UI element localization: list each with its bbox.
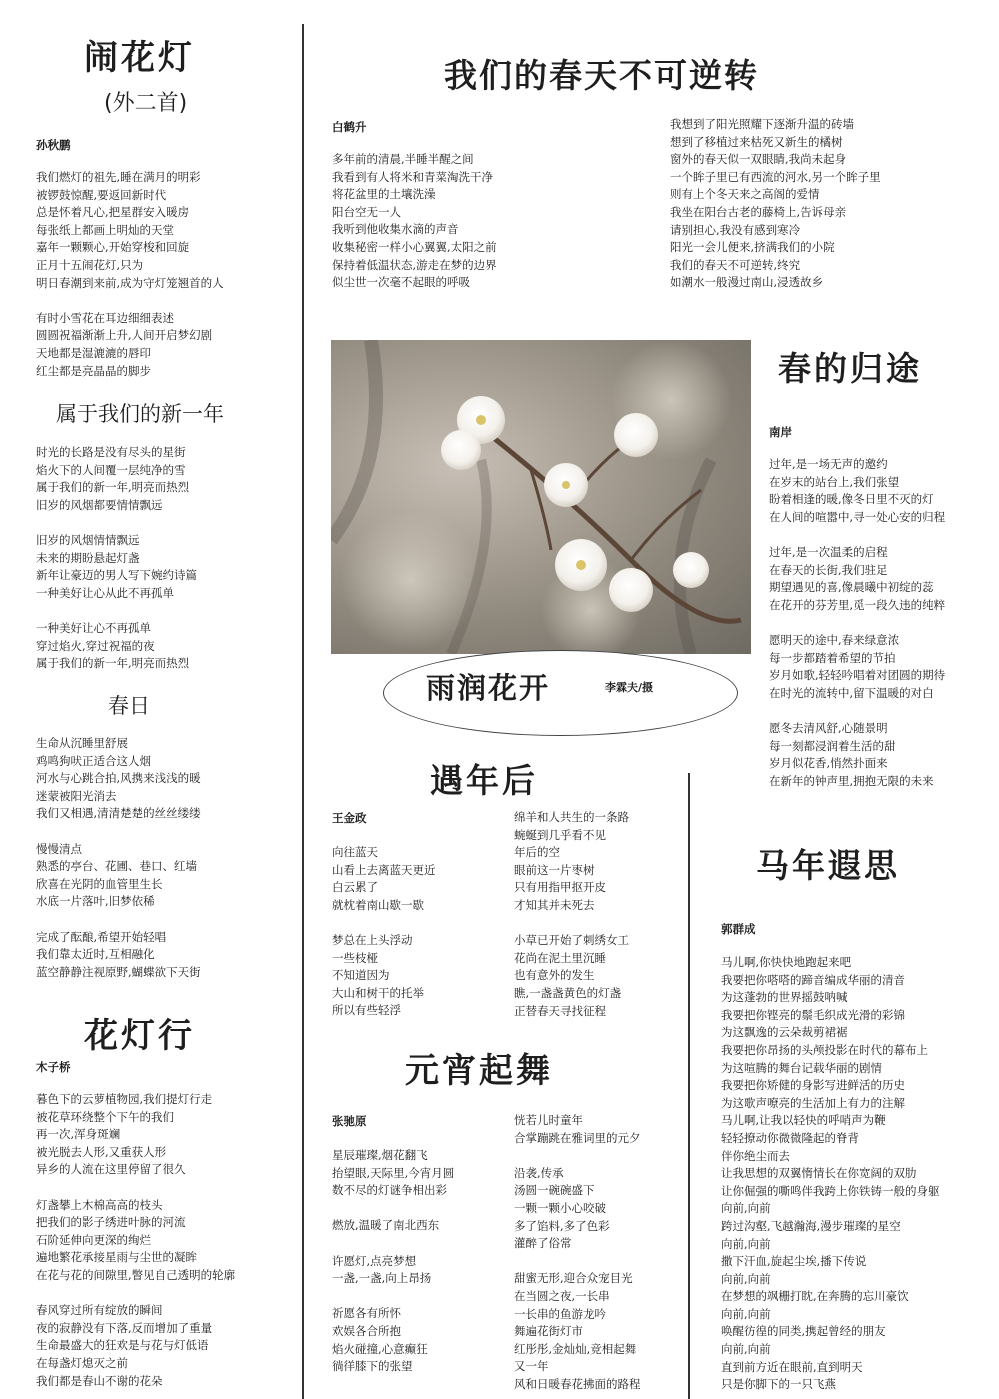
poem-body: [332, 1147, 454, 1376]
poem-line: 旧岁的风烟情情飘远: [36, 532, 140, 547]
poem-line: 许愿灯,点亮梦想: [332, 1253, 417, 1268]
poem-author: 孙秋鹏: [36, 138, 71, 152]
poem-line: 我要把你嗒嗒的蹄音编成华丽的清音: [721, 972, 905, 987]
poem-line: 我们都是春山不谢的花朵: [36, 1373, 163, 1388]
poem-line: 保持着低温状态,游走在梦的边界: [332, 257, 497, 272]
poem-line: 向前,向前: [721, 1342, 771, 1357]
poem-line: 正月十五闹花灯,只为: [36, 257, 144, 272]
poem-author: 木子桥: [36, 1060, 71, 1074]
poem-line: 春风穿过所有绽放的瞬间: [36, 1303, 163, 1318]
photo-credit: 李霖夫/摄: [605, 681, 654, 694]
poem-line: 多了馅料,多了色彩: [514, 1218, 610, 1233]
poem-line: 如潮水一般漫过南山,浸透故乡: [670, 275, 824, 290]
poem-line: 山看上去离蓝天更近: [332, 862, 436, 877]
poem-line: 过年,是一场无声的邀约: [769, 457, 888, 471]
poem-line: 在梦想的飒栅打眈,在奔腾的忘川豪饮: [721, 1289, 909, 1304]
poem-line: 一长串的鱼游龙吟: [514, 1306, 606, 1321]
photo-caption-title: 雨润花开: [426, 671, 551, 705]
poem-line: 向前,向前: [721, 1201, 771, 1216]
poem-line: 焰火下的人间覆一层纯净的雪: [36, 462, 186, 477]
poem-line: 瞧,一盏盏黄色的灯盏: [514, 985, 622, 1000]
poem-line: 年后的空: [514, 845, 560, 860]
poem-line: 一颗一颗小心咬破: [514, 1200, 606, 1215]
poem-line: 灯盏攀上木棉高高的枝头: [36, 1197, 163, 1212]
poem-line: 我们又相遇,清清楚楚的丝丝缕缕: [36, 806, 201, 821]
poem-line: 请别担心,我没有感到寒冷: [670, 222, 801, 237]
poem-line: 过年,是一次温柔的启程: [769, 544, 888, 559]
poem-title: 遇年后: [430, 761, 538, 800]
poem-body: [670, 116, 881, 292]
poem-body: [36, 169, 224, 380]
poem-line: 我要把你铿亮的鬃毛织成光滑的彩锦: [721, 1007, 905, 1022]
poem-line: 多年前的清晨,半睡半醒之间: [332, 152, 474, 166]
poem-line: 被光脱去人形,又重获人形: [36, 1144, 167, 1159]
poem-line: 天地都是湿漉漉的唇印: [36, 345, 151, 360]
poem-author: 南岸: [769, 425, 792, 439]
poem-line: 在时光的流转中,留下温暖的对白: [769, 685, 934, 700]
poem-line: 为这飘逸的云朵裁剪裙裾: [721, 1025, 848, 1040]
poem-body: [514, 1112, 641, 1394]
poem-line: 在岁末的站台上,我们张望: [769, 474, 900, 489]
poem-line: 嘉年一颗颗心,开始穿梭和回旋: [36, 240, 190, 255]
poem-line: 恍若儿时童年: [514, 1113, 583, 1127]
poem-line: 轻轻撩动你微微隆起的脊背: [721, 1130, 859, 1145]
poem-line: 一盏,一盏,向上昂扬: [332, 1271, 432, 1286]
poem-line: 红尘都是亮晶晶的脚步: [36, 363, 151, 378]
poem-line: 每一步都踏着希望的节拍: [769, 650, 896, 665]
poem-line: 才知其并未死去: [514, 897, 595, 912]
poem-line: 岁月如歌,轻轻吟唱着对团圆的期待: [769, 668, 946, 683]
poem-line: 一些枝桠: [332, 950, 378, 965]
poem-body: [36, 444, 197, 673]
poem-line: 阳光一会儿便来,挤满我们的小院: [670, 240, 835, 255]
poem-title: 春日: [108, 694, 150, 718]
poem-line: 星辰璀璨,烟花翻飞: [332, 1148, 428, 1162]
poem-body: [36, 735, 201, 981]
poem-title: 花灯行: [84, 1016, 195, 1056]
poem-line: 就枕着南山歇一歇: [332, 897, 424, 912]
poem-line: 在花与花的间隙里,瞥见自己透明的轮廓: [36, 1267, 236, 1282]
poem-line: 让你倔强的嘶鸣伴我跨上你铁铸一般的身躯: [721, 1183, 940, 1198]
poem-line: 蜿蜒到几乎看不见: [514, 827, 606, 842]
poem-line: 向前,向前: [721, 1236, 771, 1251]
poem-line: 我们的春天不可逆转,终究: [670, 257, 801, 272]
poem-line: 伴你绝尘而去: [721, 1148, 790, 1163]
poem-line: 愿冬去清风舒,心随景明: [769, 720, 888, 735]
poem-line: 也有意外的发生: [514, 968, 595, 983]
poem-line: 想到了移植过来枯死又新生的橘树: [670, 134, 843, 149]
poem-line: 岁月似花香,悄然扑面来: [769, 756, 888, 771]
poem-line: 撒下汗血,旋起尘埃,播下传说: [721, 1254, 867, 1269]
poem-line: 我听到他收集水滴的声音: [332, 222, 459, 237]
poem-title: 属于我们的新一年: [56, 402, 224, 426]
poem-line: 再一次,浑身斑斓: [36, 1127, 121, 1142]
poem-line: 生命最盛大的狂欢是与花与灯低语: [36, 1338, 209, 1353]
poem-line: 时光的长路是没有尽头的星街: [36, 445, 186, 459]
poem-title: 马年遐思: [756, 846, 900, 885]
poem-body: [36, 1091, 235, 1390]
poem-line: 让我思想的双翼惰情长在你宽阔的双肋: [721, 1166, 917, 1181]
poem-title: 我们的春天不可逆转: [444, 56, 759, 95]
poem-line: 迷蒙被阳光消去: [36, 788, 117, 803]
poem-line: 愿明天的途中,春来绿意浓: [769, 632, 900, 647]
poem-body: [721, 954, 940, 1394]
poem-line: 向前,向前: [721, 1271, 771, 1286]
poem-line: 抬望眼,天际里,今宵月圆: [332, 1165, 455, 1180]
poem-line: 似尘世一次毫不起眼的呼吸: [332, 275, 470, 290]
poem-line: 合掌蹦跳在雅词里的元夕: [514, 1130, 641, 1145]
poem-line: 眼前这一片枣树: [514, 862, 595, 877]
poem-line: 异乡的人流在这里停留了很久: [36, 1162, 186, 1177]
poem-line: 水底一片落叶,旧梦依稀: [36, 894, 155, 909]
blossom-photo: [331, 340, 751, 654]
poem-line: 生命从沉睡里舒展: [36, 736, 128, 750]
poem-line: 花尚在泥土里沉睡: [514, 950, 606, 965]
poem-line: 旧岁的风烟都要情情飘远: [36, 497, 163, 512]
poem-line: 被花草环绕整个下午的我们: [36, 1109, 174, 1124]
poem-line: 河水与心跳合拍,风携来浅浅的暖: [36, 771, 201, 786]
poem-line: 舞遍花街灯市: [514, 1324, 583, 1339]
poem-line: 燃放,温暖了南北西东: [332, 1218, 440, 1233]
poem-line: 沿袭,传承: [514, 1165, 564, 1180]
poem-line: 小草已开始了刺绣女工: [514, 933, 629, 948]
poem-line: 收集秘密一样小心翼翼,太阳之前: [332, 239, 497, 254]
poem-line: 马儿啊,你快快地跑起来吧: [721, 955, 852, 969]
poem-line: 焰火碰撞,心意癫狂: [332, 1341, 428, 1356]
poem-line: 暮色下的云萝植物园,我们提灯行走: [36, 1092, 213, 1106]
poem-line: 蓝空静静注视原野,蝴蝶欲下天街: [36, 964, 201, 979]
poem-line: 不知道因为: [332, 968, 390, 983]
poem-line: 欢娱各合所抱: [332, 1323, 401, 1338]
poem-line: 在人间的喧嚣中,寻一处心安的归程: [769, 509, 946, 524]
poem-line: 窗外的春天似一双眼睛,我尚未起身: [670, 152, 847, 167]
poem-line: 石阶延伸向更深的绚烂: [36, 1232, 151, 1247]
poem-line: 有时小雪花在耳边细细表述: [36, 310, 174, 325]
poem-line: 属于我们的新一年,明亮而热烈: [36, 656, 190, 671]
poem-body: [769, 456, 945, 790]
poem-body: [514, 809, 629, 1020]
poem-line: 数不尽的灯谜争相出彩: [332, 1183, 447, 1198]
poem-line: 完成了酝酿,希望开始轻唱: [36, 929, 167, 944]
poem-line: 我坐在阳台古老的藤椅上,告诉母亲: [670, 204, 847, 219]
poem-line: 马儿啊,让我以轻快的呼哨声为鞭: [721, 1113, 886, 1128]
poem-line: 绵羊和人共生的一条路: [514, 810, 629, 824]
poem-line: 把我们的影子绣进叶脉的河流: [36, 1215, 186, 1230]
poem-line: 我要把你矫健的身影写进鲜活的历史: [721, 1078, 905, 1093]
poem-author: 郭群成: [721, 922, 756, 936]
poem-line: 期望遇见的喜,像晨曦中初绽的蕊: [769, 580, 934, 595]
poem-line: 徜徉膝下的张望: [332, 1359, 413, 1374]
poem-author: 张驰原: [332, 1114, 367, 1128]
poem-author: 白鹤升: [332, 120, 367, 134]
poem-line: 我要把你昂扬的头颅投影在时代的幕布上: [721, 1042, 928, 1057]
poem-line: 梦总在上头浮动: [332, 932, 413, 947]
poem-line: 只是你脚下的一只飞燕: [721, 1377, 836, 1392]
poem-line: 总是怀着凡心,把星群安入暖房: [36, 205, 190, 220]
column-divider: [688, 773, 690, 1399]
poem-line: 为这歌声嘹亮的生活加上有力的注解: [721, 1095, 905, 1110]
poem-line: 又一年: [514, 1359, 549, 1374]
poem-line: 鸡鸣狗吠正适合这人烟: [36, 753, 151, 768]
poem-line: 一个眸子里已有西流的河水,另一个眸子里: [670, 169, 881, 184]
poem-line: 汤圆一碗碗盛下: [514, 1183, 595, 1198]
poem-line: 向前,向前: [721, 1306, 771, 1321]
poem-line: 则有上个冬天来之高阁的爱情: [670, 187, 820, 202]
poem-line: 祈愿各有所怀: [332, 1306, 401, 1321]
poem-line: 白云累了: [332, 880, 378, 895]
poem-line: 未来的期盼悬起灯盏: [36, 550, 140, 565]
poem-line: 一种美好让心从此不再孤单: [36, 585, 174, 600]
poem-line: 慢慢清点: [36, 841, 82, 856]
poem-line: 穿过焰火,穿过祝福的夜: [36, 638, 155, 653]
poem-line: 所以有些轻浮: [332, 1003, 401, 1018]
poem-line: 我看到有人将米和青菜淘洗干净: [332, 169, 493, 184]
poem-line: 夜的寂静没有下落,反而增加了重量: [36, 1320, 213, 1335]
poem-line: 我们靠太近时,互相融化: [36, 947, 155, 962]
column-divider: [302, 24, 304, 1399]
poem-line: 甜蜜无形,迎合众宠目光: [514, 1271, 633, 1286]
poem-line: 在每盏灯熄灭之前: [36, 1355, 128, 1370]
poem-line: 大山和树干的托举: [332, 985, 424, 1000]
poem-line: 一种美好让心不再孤单: [36, 620, 151, 635]
poem-line: 阳台空无一人: [332, 204, 401, 219]
poem-line: 属于我们的新一年,明亮而热烈: [36, 480, 190, 495]
poem-line: 唤醒彷徨的同类,携起曾经的朋友: [721, 1324, 886, 1339]
poem-line: 我想到了阳光照耀下逐渐升温的砖墙: [670, 117, 854, 131]
poem-body: [332, 844, 436, 1020]
poem-title: 元宵起舞: [405, 1051, 553, 1091]
poem-line: 盼着相逢的暖,像冬日里不灭的灯: [769, 492, 934, 507]
poem-line: 风和日暖春花拂面的路程: [514, 1376, 641, 1391]
poem-line: 跨过沟壑,飞越瀚海,漫步璀璨的星空: [721, 1218, 901, 1233]
poem-title: 春的归途: [778, 349, 922, 388]
poem-author: 王金政: [332, 811, 367, 825]
poem-title: 闹花灯: [84, 38, 195, 78]
poem-line: 在新年的钟声里,拥抱无限的未来: [769, 773, 934, 788]
poem-line: 在春天的长街,我们驻足: [769, 562, 888, 577]
poem-line: 熟悉的亭台、花圃、巷口、红墙: [36, 859, 197, 874]
poem-line: 明日春潮到来前,成为守灯笼翘首的人: [36, 275, 224, 290]
poem-line: 我们燃灯的祖先,睡在满月的明彩: [36, 170, 201, 184]
poem-line: 直到前方近在眼前,直到明天: [721, 1359, 863, 1374]
poem-line: 被锣鼓惊醒,要返回新时代: [36, 187, 167, 202]
poem-line: 每一刻都浸润着生活的甜: [769, 738, 896, 753]
poem-line: 灌醉了俗常: [514, 1236, 572, 1251]
poem-line: 为这喧腾的舞台记载华丽的剧情: [721, 1060, 882, 1075]
poem-line: 向往蓝天: [332, 845, 378, 859]
poem-line: 只有用指甲抠开皮: [514, 880, 606, 895]
blossom-photo-art: [331, 340, 751, 654]
poem-line: 在花开的芬芳里,觅一段久违的纯粹: [769, 597, 946, 612]
poem-line: 圆圆祝福渐渐上升,人间开启梦幻剧: [36, 328, 213, 343]
poem-line: 欣喜在光阴的血管里生长: [36, 876, 163, 891]
poem-subtitle: (外二首): [104, 91, 188, 116]
poem-line: 新年让豪迈的男人写下婉约诗篇: [36, 568, 197, 583]
poem-body: [332, 151, 497, 292]
poem-line: 将花盆里的土壤洗澡: [332, 187, 436, 202]
poem-line: 在当圆之夜,一长串: [514, 1288, 610, 1303]
poem-line: 遍地繁花承接星雨与尘世的凝眸: [36, 1250, 197, 1265]
poem-line: 为这蓬勃的世界摇鼓呐喊: [721, 990, 848, 1005]
poem-line: 每张纸上都画上明灿的天堂: [36, 222, 174, 237]
poem-line: 红彤彤,金灿灿,竞相起舞: [514, 1341, 637, 1356]
poem-line: 正替春天寻找征程: [514, 1003, 606, 1018]
